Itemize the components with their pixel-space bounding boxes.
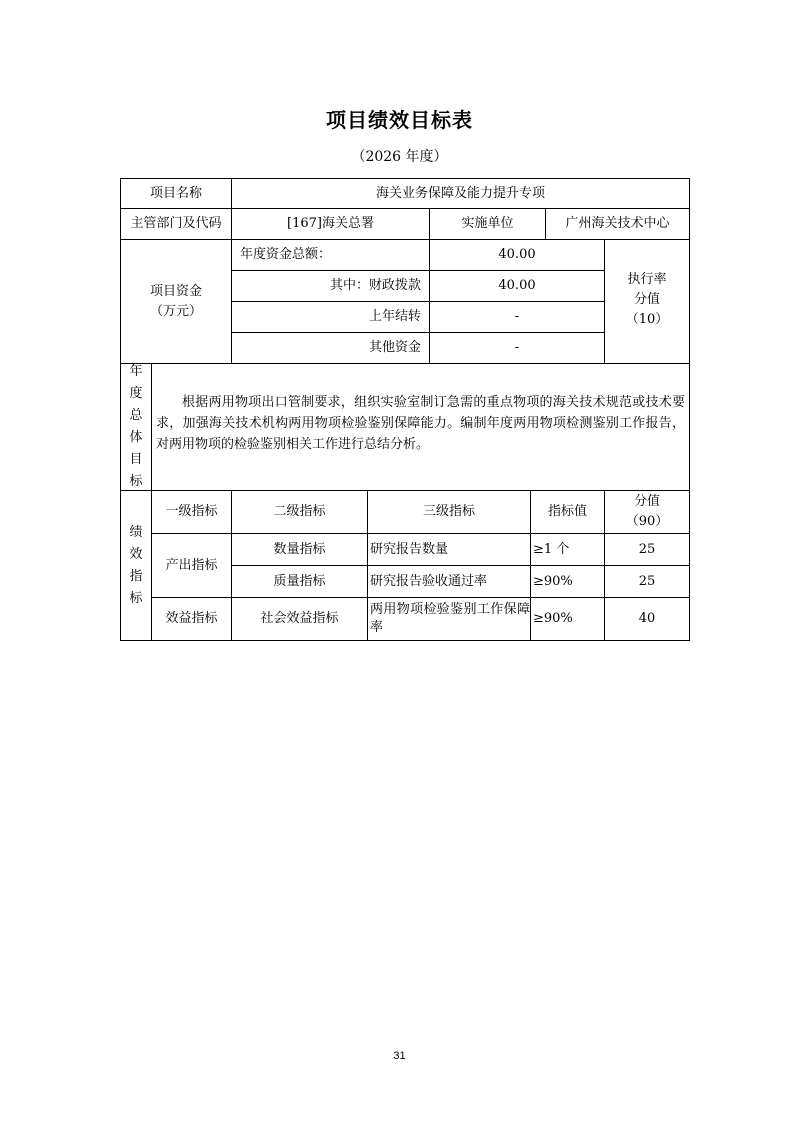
indicators-label-char: 标: [129, 590, 143, 606]
header-score-line2: （90）: [625, 514, 669, 529]
goal-label-char: 总: [129, 408, 143, 423]
funds-total-value: 40.00: [429, 239, 605, 271]
header-score-line1: 分值: [633, 494, 660, 509]
row-value: ≥90%: [530, 565, 605, 598]
row-level3: 研究报告数量: [367, 533, 531, 566]
indicators-label-char: 绩: [129, 524, 143, 540]
goal-label-char: 度: [129, 386, 143, 401]
goal-text: 根据两用物项出口管制要求，组织实验室制订急需的重点物项的海关技术规范或技术要求，加强海关技术机构两用物项检验鉴别保障能力。编制年度两用物项检测鉴别工作报告，对两用物项的检验鉴别相关工作进行总结分析。: [151, 363, 690, 491]
funds-carry-label: 上年结转: [231, 301, 430, 333]
rate-line3: （10）: [625, 312, 669, 327]
indicators-label: [120, 490, 152, 641]
row-level2: 质量指标: [231, 565, 368, 598]
header-value: 指标值: [530, 490, 605, 534]
goal-label-char: 年: [129, 364, 143, 379]
funds-other-value: -: [429, 332, 605, 364]
funds-other-label: 其他资金: [231, 332, 430, 364]
goal-label-char: 体: [129, 430, 143, 445]
funds-label-line2: （万元）: [149, 303, 202, 319]
row-level2: 数量指标: [231, 533, 368, 566]
rate-line2: 分值: [633, 292, 660, 307]
page-subtitle: （2026 年度）: [351, 149, 448, 165]
performance-table: [120, 178, 690, 641]
execution-rate-score: [604, 239, 690, 364]
row-score: 25: [604, 565, 690, 598]
page-number: 31: [393, 1050, 406, 1062]
row-level2: 社会效益指标: [231, 597, 368, 641]
project-name-label: 项目名称: [120, 178, 232, 209]
funds-fiscal-label: 其中：财政拨款: [231, 270, 430, 302]
funds-fiscal-value: 40.00: [429, 270, 605, 302]
row-level3: 研究报告验收通过率: [367, 565, 531, 598]
effect-indicator-label: 效益指标: [151, 597, 232, 641]
header-level3: 三级指标: [367, 490, 531, 534]
goal-label-char: 目: [129, 452, 143, 467]
funds-carry-value: -: [429, 301, 605, 333]
unit-label: 实施单位: [429, 208, 546, 240]
row-score: 40: [604, 597, 690, 641]
row-level3: 两用物项检验鉴别工作保障率: [367, 597, 531, 641]
project-name-value: 海关业务保障及能力提升专项: [231, 178, 690, 209]
goal-label-char: 标: [129, 474, 143, 489]
goal-label: [120, 363, 152, 491]
dept-label: 主管部门及代码: [120, 208, 232, 240]
header-score: [604, 490, 690, 534]
header-level2: 二级指标: [231, 490, 368, 534]
funds-label: [120, 239, 232, 364]
row-value: ≥1 个: [530, 533, 605, 566]
funds-total-label: 年度资金总额：: [231, 239, 430, 271]
indicators-label-char: 效: [129, 546, 143, 562]
output-indicator-label: 产出指标: [151, 533, 232, 598]
unit-value: 广州海关技术中心: [545, 208, 690, 240]
page-title: 项目绩效目标表: [326, 108, 473, 132]
funds-label-line1: 项目资金: [149, 283, 202, 299]
dept-value: [167]海关总署: [231, 208, 430, 240]
rate-line1: 执行率: [627, 272, 667, 287]
indicators-label-char: 指: [129, 568, 143, 584]
header-level1: 一级指标: [151, 490, 232, 534]
row-score: 25: [604, 533, 690, 566]
row-value: ≥90%: [530, 597, 605, 641]
